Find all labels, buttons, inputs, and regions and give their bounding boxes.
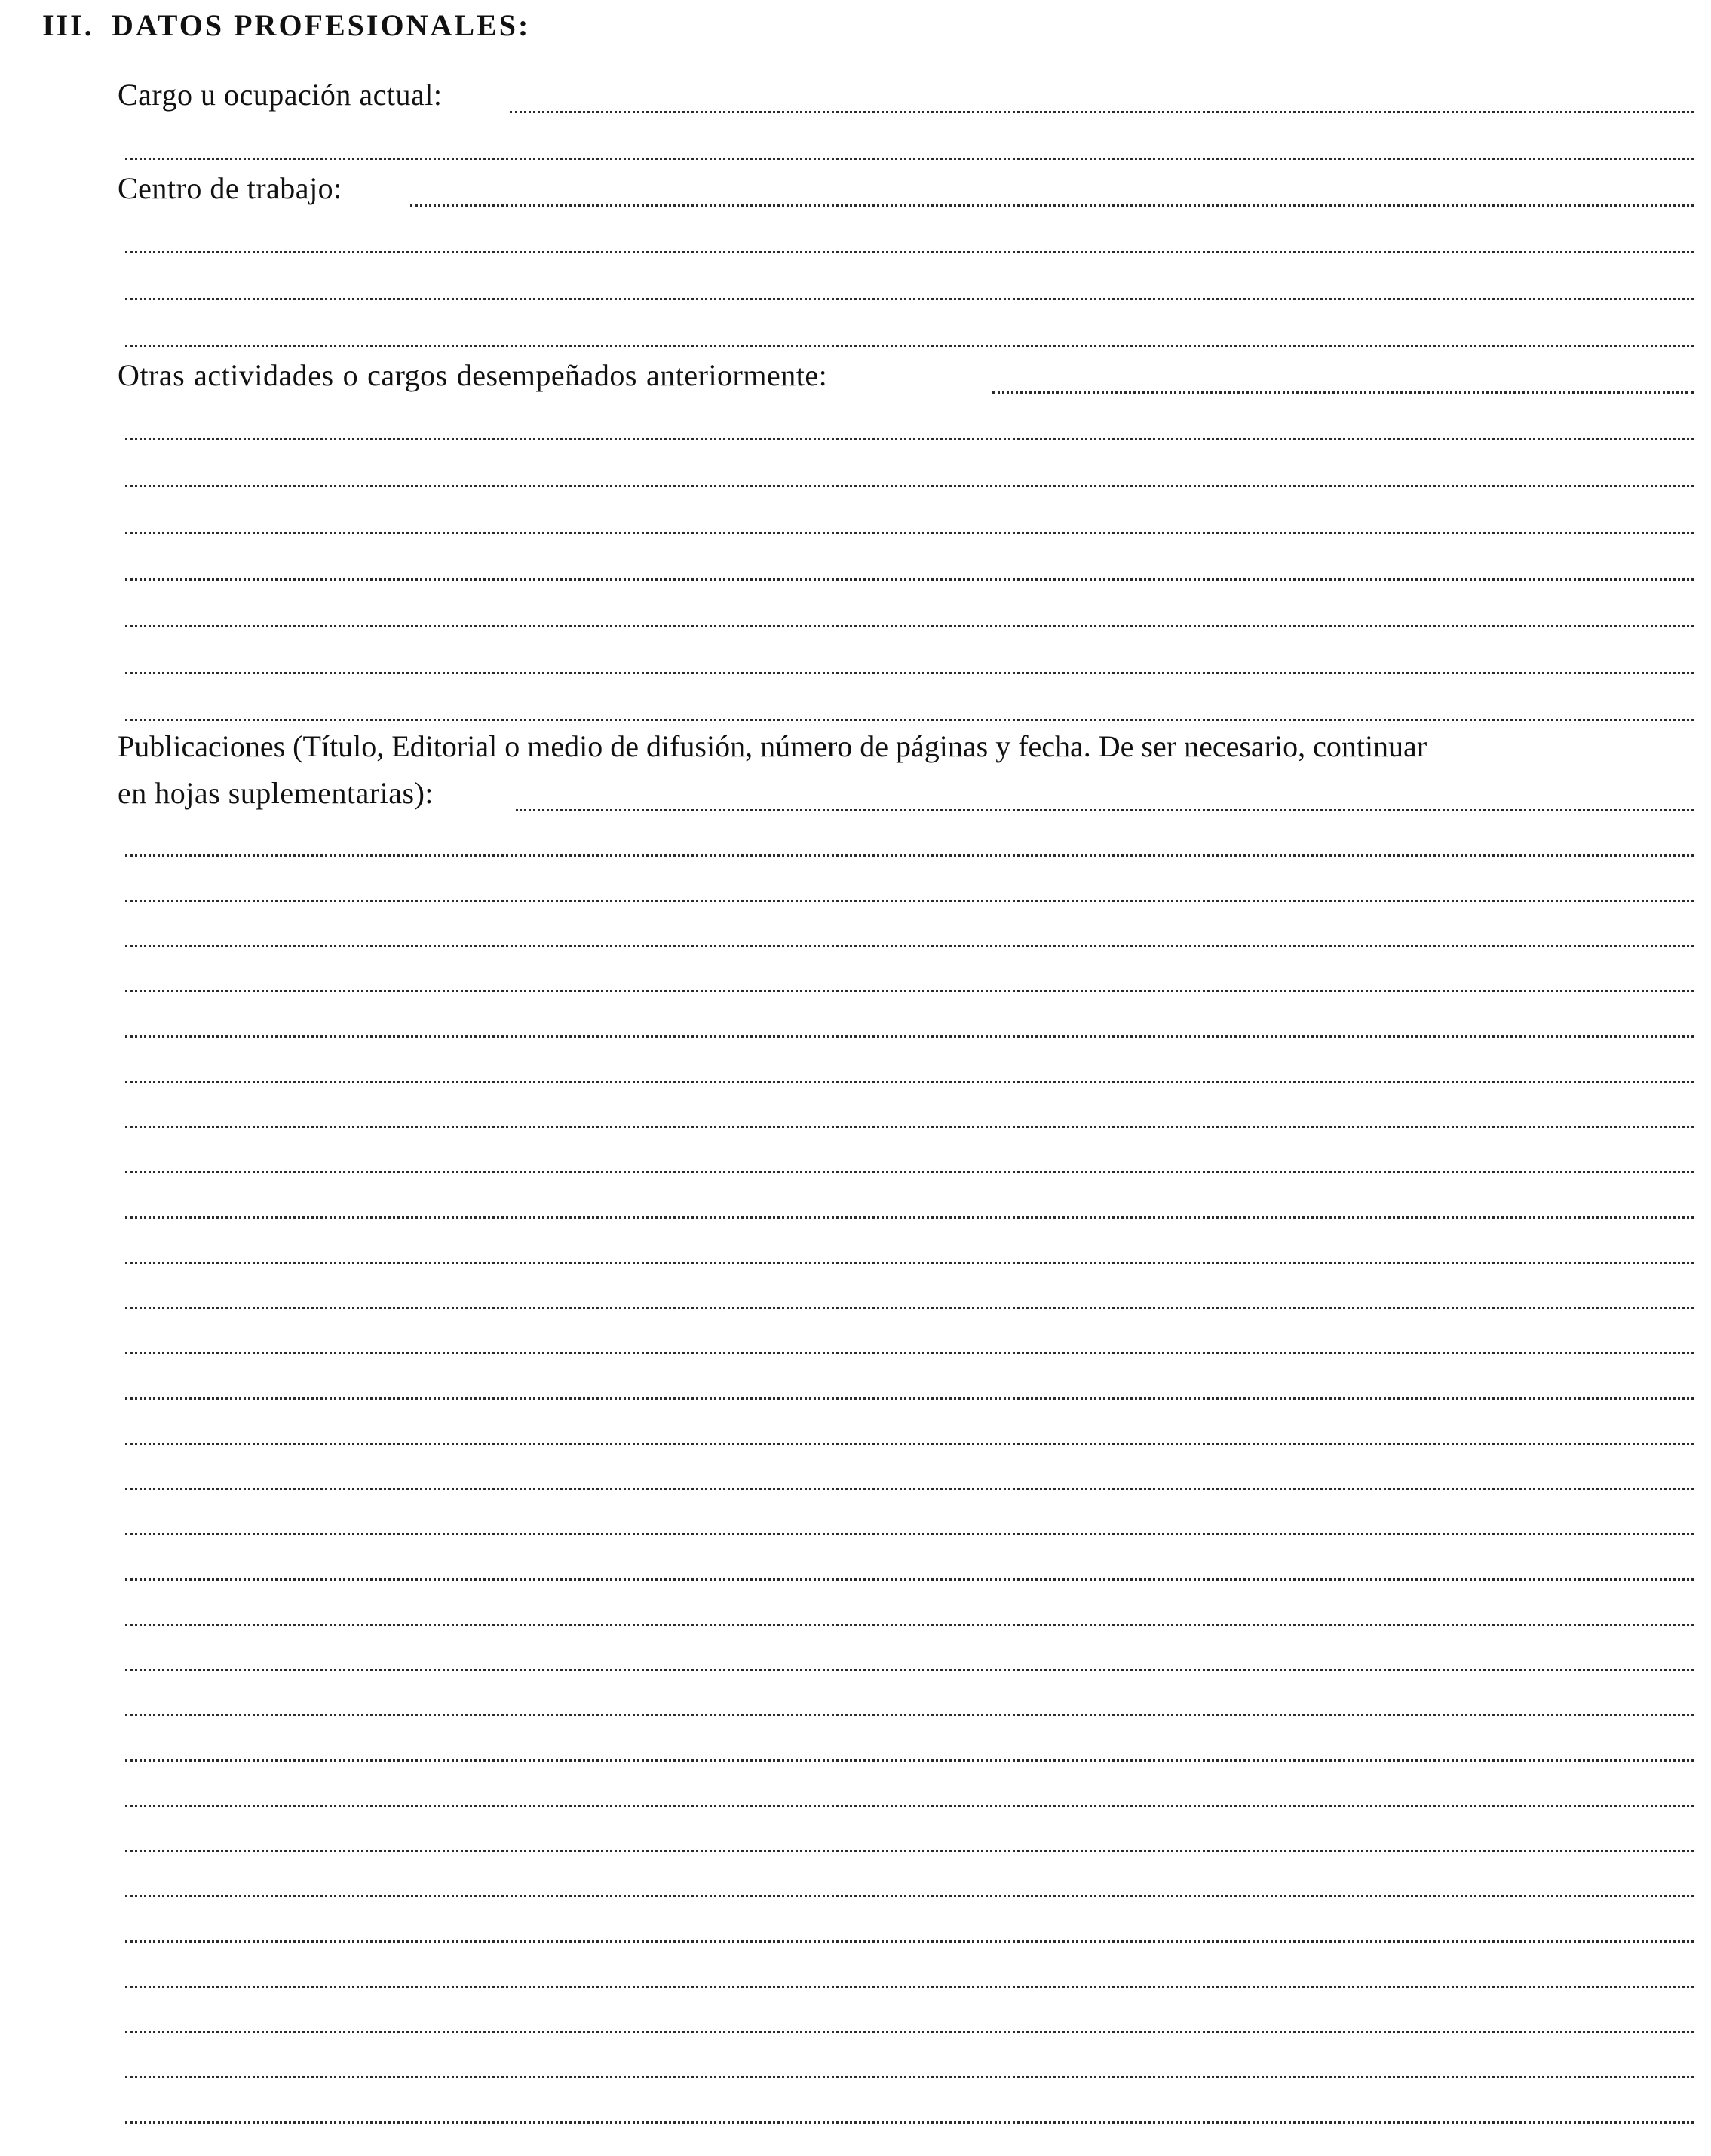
field-publicaciones-line-29[interactable] xyxy=(118,2038,1694,2084)
field-publicaciones-line-18[interactable] xyxy=(118,1540,1694,1587)
section-heading xyxy=(42,8,530,43)
field-publicaciones-line-22[interactable] xyxy=(118,1721,1694,1768)
field-publicaciones-line-4[interactable] xyxy=(118,906,1694,953)
field-publicaciones-line-28[interactable] xyxy=(118,1992,1694,2039)
field-otras-line-3[interactable] xyxy=(118,446,1694,493)
field-publicaciones-line-6[interactable] xyxy=(118,997,1694,1044)
field-publicaciones-line-11[interactable] xyxy=(118,1223,1694,1270)
field-publicaciones-line-7[interactable] xyxy=(118,1042,1694,1089)
field-otras-line-4[interactable] xyxy=(118,493,1694,540)
field-publicaciones-line-2[interactable] xyxy=(118,816,1694,863)
field-cargo-label: Cargo u ocupación actual: xyxy=(118,78,443,112)
field-otras-line-7[interactable] xyxy=(118,633,1694,680)
field-publicaciones-line-21[interactable] xyxy=(118,1676,1694,1722)
section-title: DATOS PROFESIONALES: xyxy=(112,8,531,42)
field-otras-line-5[interactable] xyxy=(118,540,1694,587)
field-publicaciones-row-2 xyxy=(118,771,1694,817)
field-publicaciones-label-1: Publicaciones (Título, Editorial o medio de difusión, número de páginas y fecha. De ser necesario, continuar xyxy=(118,729,1427,763)
field-otras-line-2[interactable] xyxy=(118,400,1694,446)
field-publicaciones-line-3[interactable] xyxy=(118,861,1694,908)
field-otras-line-6[interactable] xyxy=(118,587,1694,633)
field-publicaciones-line[interactable] xyxy=(516,809,1694,811)
section-number: III. xyxy=(42,8,94,42)
field-publicaciones-line-23[interactable] xyxy=(118,1766,1694,1813)
field-publicaciones-line-14[interactable] xyxy=(118,1359,1694,1406)
field-publicaciones-line-17[interactable] xyxy=(118,1495,1694,1541)
field-publicaciones-line-8[interactable] xyxy=(118,1087,1694,1134)
field-publicaciones-label-2: en hojas suplementarias): xyxy=(118,776,434,810)
field-cargo-line-2[interactable] xyxy=(118,119,1694,166)
field-centro-line-3[interactable] xyxy=(118,259,1694,306)
field-publicaciones-line-19[interactable] xyxy=(118,1585,1694,1632)
field-publicaciones-line-27[interactable] xyxy=(118,1947,1694,1994)
field-publicaciones-line-15[interactable] xyxy=(118,1404,1694,1451)
field-centro xyxy=(118,166,1694,213)
field-otras-line[interactable] xyxy=(992,391,1694,394)
field-publicaciones-line-5[interactable] xyxy=(118,952,1694,998)
field-otras-line-8[interactable] xyxy=(118,680,1694,727)
field-centro-line-4[interactable] xyxy=(118,306,1694,353)
field-centro-line[interactable] xyxy=(410,204,1694,207)
field-publicaciones-line-10[interactable] xyxy=(118,1178,1694,1225)
field-otras xyxy=(118,353,1694,400)
field-publicaciones xyxy=(118,724,1694,771)
field-centro-line-2[interactable] xyxy=(118,213,1694,259)
field-publicaciones-line-24[interactable] xyxy=(118,1811,1694,1858)
field-cargo-line[interactable] xyxy=(510,111,1694,113)
field-publicaciones-line-30[interactable] xyxy=(118,2083,1694,2130)
field-cargo xyxy=(118,72,1694,119)
field-otras-label: Otras actividades o cargos desempeñados anteriormente: xyxy=(118,358,828,392)
field-publicaciones-line-9[interactable] xyxy=(118,1133,1694,1179)
field-publicaciones-line-12[interactable] xyxy=(118,1268,1694,1315)
field-publicaciones-line-20[interactable] xyxy=(118,1630,1694,1677)
field-publicaciones-line-26[interactable] xyxy=(118,1902,1694,1949)
field-centro-label: Centro de trabajo: xyxy=(118,171,342,205)
field-publicaciones-line-25[interactable] xyxy=(118,1857,1694,1903)
field-publicaciones-line-16[interactable] xyxy=(118,1449,1694,1496)
field-publicaciones-line-13[interactable] xyxy=(118,1314,1694,1360)
